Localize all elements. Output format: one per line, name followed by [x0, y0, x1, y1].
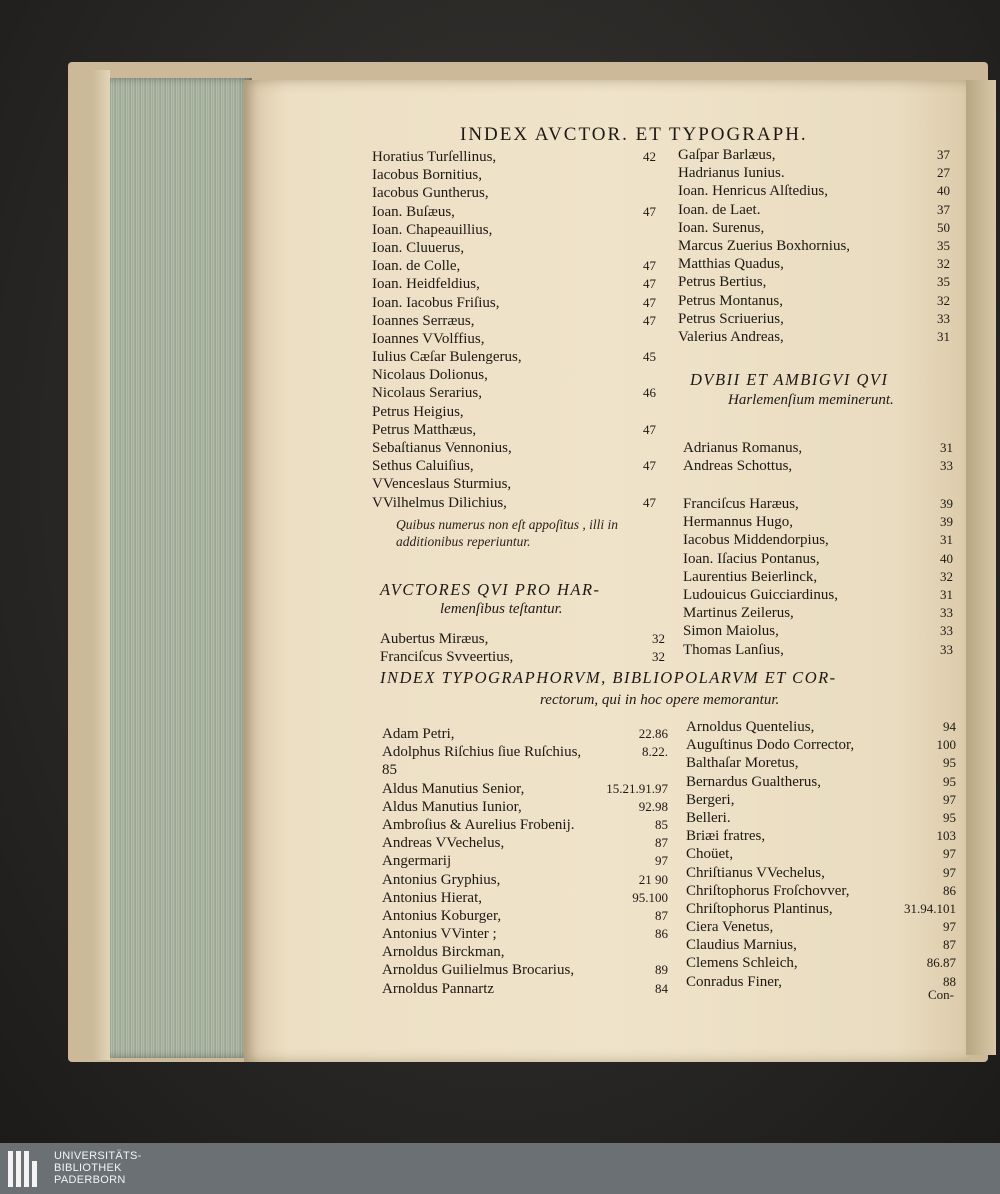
index-entry — [382, 743, 668, 761]
entry-name: Ioan. Iſacius Pontanus, — [683, 550, 820, 567]
typographers-left-list — [382, 725, 668, 998]
entry-name: VVilhelmus Dilichius, — [372, 494, 507, 511]
entry-name: Franciſcus Svveertius, — [380, 649, 514, 666]
entry-page-number: 47 — [643, 312, 656, 328]
entry-page-number: 87 — [655, 835, 668, 851]
index-entry — [683, 439, 953, 457]
entry-page-number: 37 — [937, 201, 950, 217]
entry-page-number: 32 — [937, 292, 950, 308]
entry-name: Claudius Marnius, — [686, 937, 797, 954]
entry-page-number: 86 — [943, 882, 956, 898]
index-entry — [372, 203, 656, 221]
left-column-note — [380, 516, 670, 550]
entry-page-number: 97 — [943, 864, 956, 880]
entry-page-number: 32 — [652, 649, 665, 665]
entry-page-number: 86.87 — [926, 955, 956, 971]
section-dubii-title: DVBII ET AMBIGVI QVI — [690, 370, 889, 389]
index-entry — [382, 871, 668, 889]
entry-name: Ioan. Chapeauillius, — [372, 221, 493, 238]
entry-name: Aldus Manutius Iunior, — [382, 798, 522, 815]
entry-page-number: 40 — [937, 183, 950, 199]
index-entry — [678, 273, 950, 291]
entry-name: Ioannes VVolffius, — [372, 330, 485, 347]
entry-page-number: 103 — [936, 828, 956, 844]
entry-page-number: 100 — [936, 737, 956, 753]
entry-name: Ludouicus Guicciardinus, — [683, 586, 838, 603]
index-entry — [372, 239, 656, 257]
index-entry — [380, 630, 665, 648]
index-entry — [372, 384, 656, 402]
entry-name: Iulius Cæſar Bulengerus, — [372, 349, 522, 366]
index-entry — [382, 780, 668, 798]
entry-name: Ioan. Surenus, — [678, 219, 765, 236]
index-entry — [372, 421, 656, 439]
entry-page-number: 47 — [643, 494, 656, 510]
entry-name: Iacobus Bornitius, — [372, 167, 482, 184]
entry-page-number: 97 — [943, 919, 956, 935]
entry-page-number: 27 — [937, 165, 950, 181]
index-entry — [686, 954, 956, 972]
index-entry — [678, 310, 950, 328]
index-entry — [372, 221, 656, 239]
index-entry — [678, 182, 950, 200]
index-entry — [678, 237, 950, 255]
entry-page-number: 85 — [655, 816, 668, 832]
entry-page-number: 32 — [652, 631, 665, 646]
index-entry — [372, 494, 656, 512]
entry-name: 85 — [382, 762, 397, 779]
entry-page-number: 37 — [937, 147, 950, 162]
page-header: INDEX AVCTOR. ET TYPOGRAPH. — [460, 124, 808, 145]
entry-name: Conradus Finer, — [686, 973, 783, 990]
index-entry — [382, 725, 668, 743]
entry-name: Ioan. Henricus Alſtedius, — [678, 183, 828, 200]
entry-page-number: 92.98 — [638, 798, 668, 814]
dubii-list-a — [683, 439, 953, 475]
entry-page-number: 32 — [937, 256, 950, 272]
entry-name: Sethus Caluiſius, — [372, 458, 474, 475]
index-entry — [382, 816, 668, 834]
entry-name: Petrus Heigius, — [372, 403, 464, 420]
entry-name: Hadrianus Iunius. — [678, 165, 785, 182]
entry-page-number: 47 — [643, 421, 656, 437]
entry-name: Ambroſius & Aurelius Frobenij. — [382, 816, 575, 833]
index-entry — [686, 809, 956, 827]
entry-name: Thomas Lanſius, — [683, 641, 784, 658]
index-entry — [372, 148, 656, 166]
entry-name: Iacobus Middendorpius, — [683, 532, 829, 549]
harlem-authors-list — [380, 630, 665, 666]
entry-page-number: 32 — [940, 568, 953, 584]
entry-page-number: 31 — [940, 586, 953, 602]
entry-name: Ioan. Cluuerus, — [372, 239, 465, 256]
entry-name: Briæi fratres, — [686, 828, 766, 845]
entry-name: Chriſtophorus Plantinus, — [686, 900, 833, 917]
index-entry — [382, 907, 668, 925]
index-entry — [683, 457, 953, 475]
right-column-authors — [678, 146, 950, 346]
entry-page-number: 45 — [643, 349, 656, 365]
entry-name: Marcus Zuerius Boxhornius, — [678, 237, 851, 254]
entry-name: Clemens Schleich, — [686, 955, 798, 972]
entry-page-number: 40 — [940, 550, 953, 566]
entry-page-number: 31 — [940, 532, 953, 548]
entry-name: Adolphus Riſchius ſiue Ruſchius, — [382, 744, 582, 761]
entry-name: Matthias Quadus, — [678, 256, 784, 273]
entry-page-number: 95 — [943, 755, 956, 771]
index-entry — [382, 798, 668, 816]
entry-page-number: 47 — [643, 294, 656, 310]
index-entry — [372, 366, 656, 384]
index-entry — [382, 943, 668, 961]
index-entry — [686, 864, 956, 882]
index-entry — [686, 845, 956, 863]
entry-page-number: 97 — [943, 791, 956, 807]
entry-name: Adrianus Romanus, — [683, 440, 803, 456]
left-column-authors — [372, 148, 656, 512]
index-entry — [683, 604, 953, 622]
index-entry — [678, 219, 950, 237]
section-typographers-subtitle: rectorum, qui in hoc opere memorantur. — [540, 692, 780, 708]
entry-page-number: 46 — [643, 385, 656, 401]
entry-page-number: 47 — [643, 276, 656, 292]
entry-page-number: 88 — [943, 973, 956, 989]
entry-page-number: 33 — [940, 605, 953, 621]
entry-page-number: 86 — [655, 926, 668, 942]
index-entry — [686, 754, 956, 772]
entry-name: Ioan. de Colle, — [372, 258, 461, 275]
entry-page-number: 89 — [655, 962, 668, 978]
index-entry — [372, 330, 656, 348]
index-entry — [372, 439, 656, 457]
entry-name: Angermarij — [382, 853, 452, 870]
entry-name: Gaſpar Barlæus, — [678, 147, 776, 163]
index-entry — [686, 936, 956, 954]
section-typographers-title: INDEX TYPOGRAPHORVM, BIBLIOPOLARVM ET COR- — [380, 668, 837, 687]
library-logo-icon — [8, 1151, 46, 1187]
entry-name: Antonius Koburger, — [382, 907, 502, 924]
entry-page-number: 33 — [940, 641, 953, 657]
entry-page-number: 33 — [940, 458, 953, 474]
entry-name: Ioan. Iacobus Friſius, — [372, 294, 500, 311]
entry-page-number: 47 — [643, 258, 656, 274]
index-entry — [683, 641, 953, 659]
index-entry — [372, 294, 656, 312]
entry-name: Choüet, — [686, 846, 734, 863]
entry-page-number: 39 — [940, 514, 953, 530]
page-block-edge — [92, 78, 252, 1058]
typographers-right-list — [686, 718, 956, 991]
index-entry — [686, 918, 956, 936]
library-name — [54, 1150, 142, 1186]
entry-name: Bernardus Gualtherus, — [686, 773, 821, 790]
entry-name: Simon Maiolus, — [683, 623, 779, 640]
entry-name: Chriſtophorus Froſchovver, — [686, 882, 850, 899]
entry-page-number: 84 — [655, 980, 668, 996]
entry-name: Nicolaus Dolionus, — [372, 367, 488, 384]
entry-name: Belleri. — [686, 809, 731, 826]
index-entry — [372, 475, 656, 493]
entry-name: Hermannus Hugo, — [683, 514, 793, 531]
index-entry — [372, 403, 656, 421]
index-entry — [382, 961, 668, 979]
library-name-line2: BIBLIOTHEK — [54, 1162, 122, 1174]
index-entry — [683, 513, 953, 531]
entry-name: Aldus Manutius Senior, — [382, 780, 525, 797]
next-page-edge — [966, 80, 996, 1055]
index-entry — [372, 348, 656, 366]
entry-page-number: 94 — [943, 719, 956, 734]
entry-page-number: 95 — [943, 773, 956, 789]
section-harlem-subtitle: lemenſibus teſtantur. — [440, 601, 563, 617]
index-entry — [372, 275, 656, 293]
index-entry — [372, 184, 656, 202]
spine-edge — [92, 70, 110, 1060]
entry-name: Ioan. Heidfeldius, — [372, 276, 480, 293]
index-entry — [683, 495, 953, 513]
entry-page-number: 95.100 — [632, 889, 668, 905]
index-entry — [678, 255, 950, 273]
section-harlem-title: AVCTORES QVI PRO HAR- — [380, 580, 601, 599]
index-entry — [382, 925, 668, 943]
entry-page-number: 31.94.101 — [904, 900, 956, 916]
entry-page-number: 35 — [937, 274, 950, 290]
entry-name: Petrus Montanus, — [678, 292, 783, 309]
dubii-list-b — [683, 495, 953, 659]
index-entry — [686, 882, 956, 900]
index-entry — [686, 736, 956, 754]
index-entry — [686, 900, 956, 918]
index-entry — [686, 773, 956, 791]
entry-name: Franciſcus Haræus, — [683, 496, 799, 512]
entry-name: Ioannes Serræus, — [372, 312, 475, 329]
entry-page-number: 39 — [940, 496, 953, 511]
index-entry — [686, 718, 956, 736]
index-entry — [678, 292, 950, 310]
entry-name: Valerius Andreas, — [678, 328, 784, 345]
index-entry — [372, 166, 656, 184]
index-entry — [686, 791, 956, 809]
index-entry — [683, 550, 953, 568]
entry-page-number: 33 — [937, 310, 950, 326]
entry-name: Arnoldus Pannartz — [382, 980, 495, 997]
entry-page-number: 22.86 — [638, 726, 668, 741]
index-entry — [678, 164, 950, 182]
additions-note: Quibus numerus non eſt appoſitus , illi in additionibus reperiuntur. — [396, 517, 619, 549]
entry-page-number: 50 — [937, 219, 950, 235]
entry-name: Chriſtianus VVechelus, — [686, 864, 825, 881]
index-entry — [372, 257, 656, 275]
entry-name: Petrus Matthæus, — [372, 421, 477, 438]
index-entry — [380, 648, 665, 666]
entry-name: Arnoldus Birckman, — [382, 944, 505, 961]
index-entry — [686, 973, 956, 991]
entry-page-number: 42 — [643, 149, 656, 164]
entry-page-number: 97 — [655, 853, 668, 869]
entry-page-number: 31 — [937, 328, 950, 344]
entry-page-number: 33 — [940, 623, 953, 639]
entry-page-number: 47 — [643, 458, 656, 474]
entry-page-number: 21 90 — [638, 871, 668, 887]
entry-page-number: 87 — [655, 907, 668, 923]
entry-name: Nicolaus Serarius, — [372, 385, 482, 402]
library-footer — [0, 1143, 1000, 1194]
entry-page-number: 15.21.91.97 — [606, 780, 668, 796]
entry-name: Iacobus Guntherus, — [372, 185, 489, 202]
index-entry — [372, 457, 656, 475]
entry-name: Antonius Gryphius, — [382, 871, 501, 888]
entry-name: Ciera Venetus, — [686, 919, 774, 936]
index-entry — [372, 312, 656, 330]
entry-name: Ioan. Buſæus, — [372, 203, 455, 220]
library-name-line1: UNIVERSITÄTS- — [54, 1150, 142, 1162]
entry-name: Andreas Schottus, — [683, 458, 793, 475]
entry-name: Antonius Hierat, — [382, 889, 482, 906]
index-entry — [683, 568, 953, 586]
index-entry — [382, 980, 668, 998]
entry-name: Adam Petri, — [382, 726, 455, 742]
entry-page-number: 47 — [643, 203, 656, 219]
index-entry — [683, 586, 953, 604]
entry-name: Petrus Scriuerius, — [678, 310, 784, 327]
index-entry — [678, 328, 950, 346]
index-entry — [686, 827, 956, 845]
entry-name: Horatius Turſellinus, — [372, 149, 497, 165]
entry-name: Aubertus Miræus, — [380, 631, 489, 647]
entry-name: Laurentius Beierlinck, — [683, 568, 818, 585]
index-entry — [683, 531, 953, 549]
library-name-line3: PADERBORN — [54, 1174, 126, 1186]
section-dubii-subtitle: Harlemenſium meminerunt. — [728, 392, 894, 408]
entry-name: Petrus Bertius, — [678, 274, 767, 291]
entry-name: Arnoldus Quentelius, — [686, 719, 815, 735]
entry-name: VVenceslaus Sturmius, — [372, 476, 512, 493]
entry-name: Antonius VVinter ; — [382, 926, 497, 943]
entry-page-number: 87 — [943, 937, 956, 953]
entry-name: Arnoldus Guilielmus Brocarius, — [382, 962, 575, 979]
entry-name: Martinus Zeilerus, — [683, 605, 794, 622]
entry-page-number: 95 — [943, 809, 956, 825]
entry-name: Bergeri, — [686, 791, 735, 808]
entry-name: Balthaſar Moretus, — [686, 755, 799, 772]
index-entry — [683, 622, 953, 640]
index-entry — [382, 889, 668, 907]
entry-name: Auguſtinus Dodo Corrector, — [686, 737, 855, 754]
index-entry — [678, 201, 950, 219]
entry-name: Andreas VVechelus, — [382, 835, 505, 852]
catchword: Con- — [928, 987, 954, 1002]
entry-page-number: 31 — [940, 440, 953, 455]
entry-name: Sebaſtianus Vennonius, — [372, 440, 512, 456]
entry-page-number: 8.22. — [642, 744, 668, 760]
entry-name: Ioan. de Laet. — [678, 201, 761, 218]
index-entry — [382, 852, 668, 870]
index-entry — [678, 146, 950, 164]
index-entry — [382, 834, 668, 852]
entry-page-number: 97 — [943, 846, 956, 862]
entry-page-number: 35 — [937, 237, 950, 253]
index-entry — [382, 761, 668, 779]
